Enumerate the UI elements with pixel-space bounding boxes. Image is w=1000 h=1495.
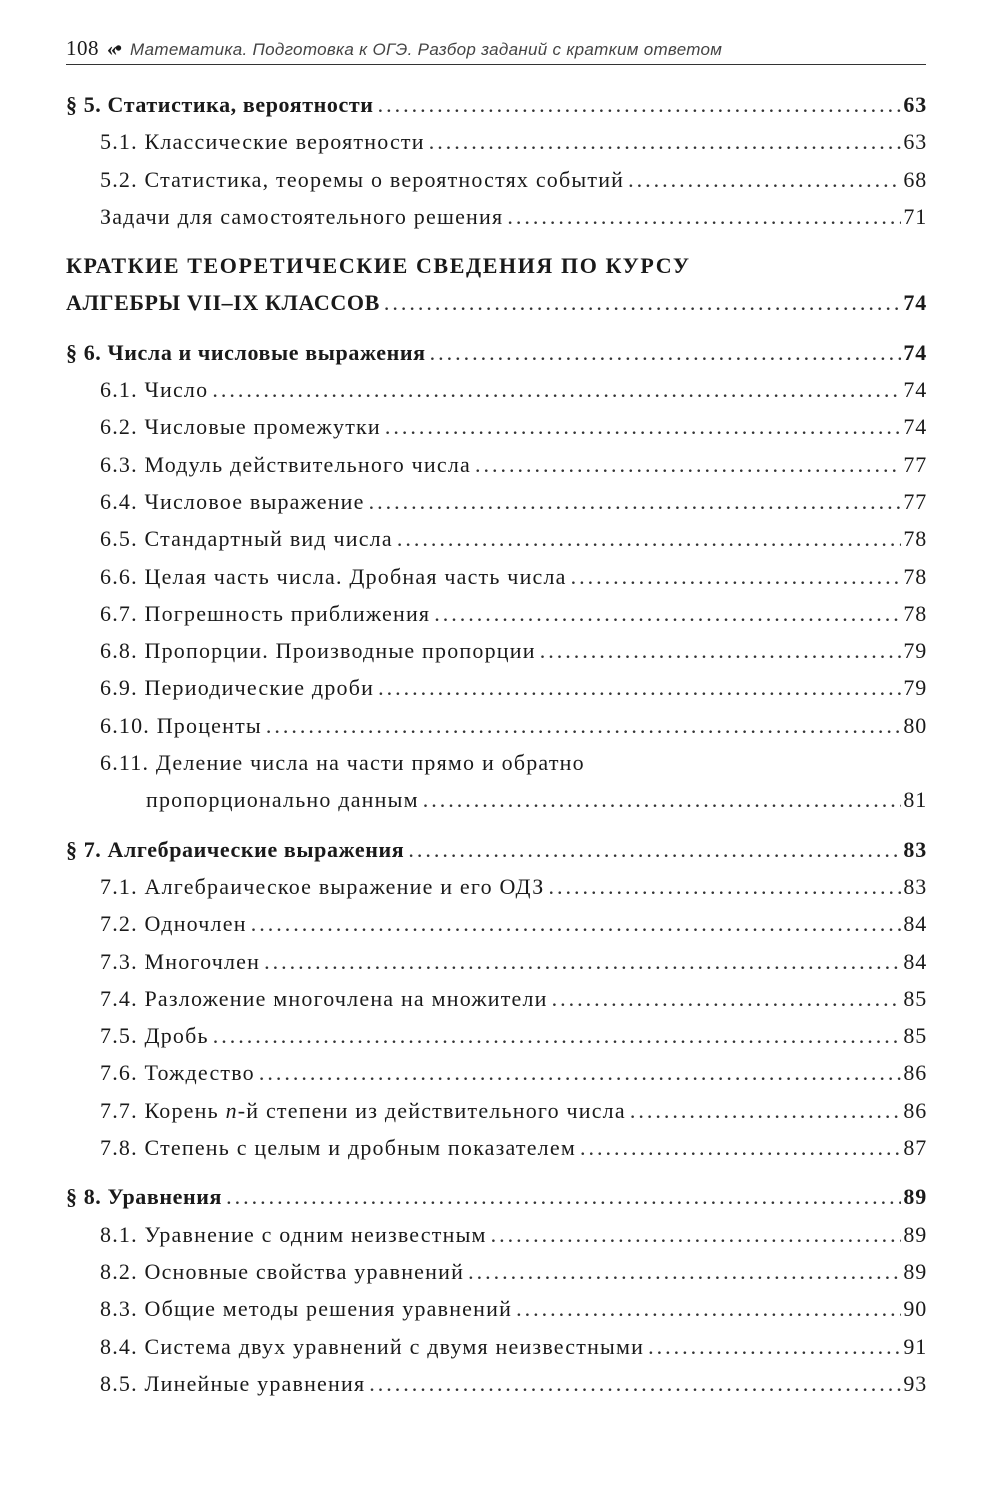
toc-item-6-4[interactable]: 6.4. Числовое выражение ..... 77 bbox=[66, 483, 927, 520]
toc-item-6-11[interactable]: пропорционально данным ..... 81 bbox=[66, 781, 927, 818]
toc-section-7[interactable]: § 7. Алгебраические выражения ..... 83 bbox=[66, 831, 927, 868]
toc-item-6-1[interactable]: 6.1. Число ..... 74 bbox=[66, 371, 927, 408]
page-number: 108 bbox=[66, 36, 99, 60]
math-variable-n: n bbox=[225, 1097, 238, 1123]
toc-item-6-2[interactable]: 6.2. Числовые промежутки ..... 74 bbox=[66, 408, 927, 445]
toc-item-7-6[interactable]: 7.6. Тождество ..... 86 bbox=[66, 1054, 927, 1091]
header-marker-icon: «• bbox=[107, 38, 121, 60]
toc-item-8-3[interactable]: 8.3. Общие методы решения уравнений ..... 90 bbox=[66, 1290, 927, 1327]
table-of-contents bbox=[66, 86, 927, 1402]
toc-item-6-6[interactable]: 6.6. Целая часть числа. Дробная часть числа ..... 78 bbox=[66, 558, 927, 595]
toc-item-8-2[interactable]: 8.2. Основные свойства уравнений ..... 89 bbox=[66, 1253, 927, 1290]
toc-item-7-2[interactable]: 7.2. Одночлен ..... 84 bbox=[66, 905, 927, 942]
toc-item-6-3[interactable]: 6.3. Модуль действительного числа ..... 77 bbox=[66, 446, 927, 483]
toc-part-heading-line1: КРАТКИЕ ТЕОРЕТИЧЕСКИЕ СВЕДЕНИЯ ПО КУРСУ bbox=[66, 253, 691, 279]
toc-item-6-9[interactable]: 6.9. Периодические дроби ..... 79 bbox=[66, 669, 927, 706]
toc-item-8-5[interactable]: 8.5. Линейные уравнения ..... 93 bbox=[66, 1365, 927, 1402]
toc-part-heading[interactable]: АЛГЕБРЫ VII–IX КЛАССОВ ..... 74 bbox=[66, 284, 927, 321]
toc-item-5-exercises[interactable]: Задачи для самостоятельного решения ..... 71 bbox=[66, 198, 927, 235]
running-header bbox=[66, 36, 926, 65]
toc-item-5-1[interactable]: 5.1. Классические вероятности ..... 63 bbox=[66, 123, 927, 160]
toc-item-6-10[interactable]: 6.10. Проценты ..... 80 bbox=[66, 707, 927, 744]
toc-item-6-8[interactable]: 6.8. Пропорции. Производные пропорции ..... 79 bbox=[66, 632, 927, 669]
toc-item-7-8[interactable]: 7.8. Степень с целым и дробным показателем ..... 87 bbox=[66, 1129, 927, 1166]
toc-section-5[interactable]: § 5. Статистика, вероятности ..... 63 bbox=[66, 86, 927, 123]
toc-section-8[interactable]: § 8. Уравнения ..... 89 bbox=[66, 1178, 927, 1215]
toc-item-7-3[interactable]: 7.3. Многочлен ..... 84 bbox=[66, 943, 927, 980]
toc-item-7-4[interactable]: 7.4. Разложение многочлена на множители ..... 85 bbox=[66, 980, 927, 1017]
toc-item-5-2[interactable]: 5.2. Статистика, теоремы о вероятностях событий ..... 68 bbox=[66, 161, 927, 198]
toc-item-8-4[interactable]: 8.4. Система двух уравнений с двумя неизвестными ..... 91 bbox=[66, 1328, 927, 1365]
toc-item-7-5[interactable]: 7.5. Дробь ..... 85 bbox=[66, 1017, 927, 1054]
toc-item-8-1[interactable]: 8.1. Уравнение с одним неизвестным ..... 89 bbox=[66, 1216, 927, 1253]
toc-section-6[interactable]: § 6. Числа и числовые выражения ..... 74 bbox=[66, 334, 927, 371]
toc-item-6-11-line1[interactable]: 6.11. Деление числа на части прямо и обратно bbox=[100, 750, 585, 776]
running-title: Математика. Подготовка к ОГЭ. Разбор заданий с кратким ответом bbox=[130, 40, 723, 59]
toc-item-6-7[interactable]: 6.7. Погрешность приближения ..... 78 bbox=[66, 595, 927, 632]
toc-item-7-7[interactable]: 7.7. Корень n-й степени из действительного числа ..... 86 bbox=[66, 1092, 927, 1129]
toc-item-6-5[interactable]: 6.5. Стандартный вид числа ..... 78 bbox=[66, 520, 927, 557]
toc-item-7-1[interactable]: 7.1. Алгебраическое выражение и его ОДЗ ..... 83 bbox=[66, 868, 927, 905]
